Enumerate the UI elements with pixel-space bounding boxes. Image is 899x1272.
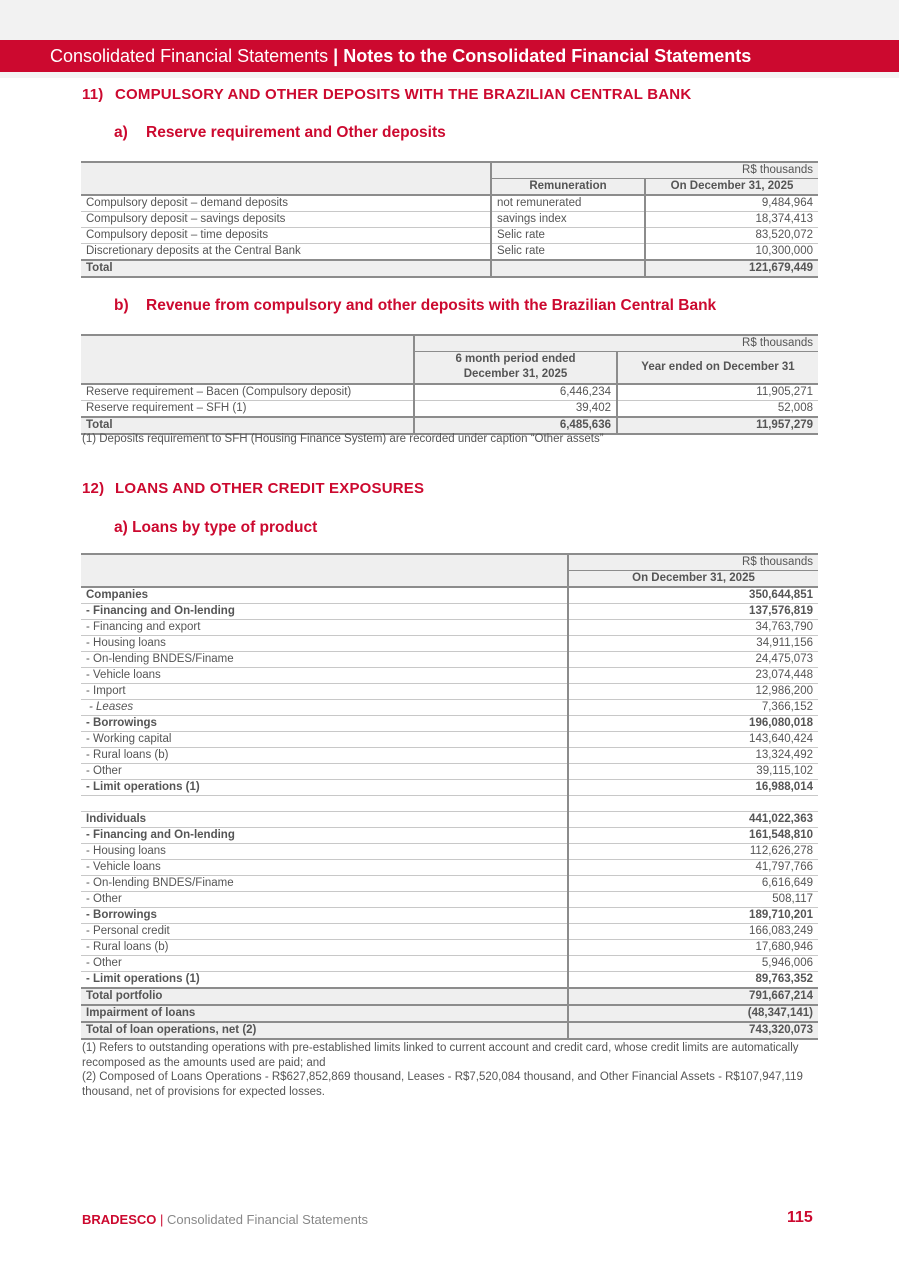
table-row bbox=[81, 844, 818, 860]
row-amount: 18,374,413 bbox=[645, 212, 818, 228]
row-label: - Financing and export bbox=[81, 620, 568, 636]
total-six-month: 6,485,636 bbox=[414, 417, 617, 434]
col-year: Year ended on December 31 bbox=[617, 352, 818, 384]
row-value: 16,988,014 bbox=[568, 780, 818, 796]
note-11-title: COMPULSORY AND OTHER DEPOSITS WITH THE BRAZILIAN CENTRAL BANK bbox=[115, 86, 692, 103]
col-remuneration: Remuneration bbox=[491, 179, 645, 196]
note-11b-footnote: (1) Deposits requirement to SFH (Housing Finance System) are recorded under caption “Other assets” bbox=[82, 433, 604, 445]
table-row bbox=[81, 956, 818, 972]
unit-label: R$ thousands bbox=[568, 554, 818, 571]
revenue-compulsory-table bbox=[81, 334, 818, 435]
footer bbox=[82, 1212, 368, 1227]
spacer-row bbox=[81, 796, 818, 812]
table-row bbox=[81, 812, 818, 828]
table-row bbox=[81, 780, 818, 796]
row-label: - Borrowings bbox=[81, 716, 568, 732]
table-row bbox=[81, 652, 818, 668]
row-value: 7,366,152 bbox=[568, 700, 818, 716]
row-value: 12,986,200 bbox=[568, 684, 818, 700]
table-row bbox=[81, 228, 818, 244]
total-blank bbox=[491, 260, 645, 277]
row-value: 6,616,649 bbox=[568, 876, 818, 892]
table-row bbox=[81, 604, 818, 620]
reserve-requirement-table bbox=[81, 161, 818, 278]
header-blank-cell bbox=[81, 554, 568, 587]
row-label: - On-lending BNDES/Finame bbox=[81, 876, 568, 892]
row-value: 112,626,278 bbox=[568, 844, 818, 860]
row-value: 441,022,363 bbox=[568, 812, 818, 828]
row-value: 17,680,946 bbox=[568, 940, 818, 956]
table-row bbox=[81, 748, 818, 764]
row-label: - Rural loans (b) bbox=[81, 940, 568, 956]
row-label: - Vehicle loans bbox=[81, 668, 568, 684]
note-12a-heading: a) Loans by type of product bbox=[114, 519, 318, 536]
table-row bbox=[81, 972, 818, 989]
total-row bbox=[81, 417, 818, 434]
row-label: - Housing loans bbox=[81, 636, 568, 652]
table-row bbox=[81, 212, 818, 228]
row-value: 5,946,006 bbox=[568, 956, 818, 972]
row-label: Compulsory deposit – demand deposits bbox=[81, 195, 491, 212]
row-label: Total of loan operations, net (2) bbox=[81, 1022, 568, 1039]
individuals-rows bbox=[81, 812, 818, 989]
footer-separator: | bbox=[160, 1212, 164, 1227]
row-value: 166,083,249 bbox=[568, 924, 818, 940]
header-subsection: Notes to the Consolidated Financial Statements bbox=[343, 46, 752, 66]
table-header-row bbox=[81, 335, 818, 352]
row-value: 13,324,492 bbox=[568, 748, 818, 764]
header-divider bbox=[0, 72, 899, 78]
row-value: 39,115,102 bbox=[568, 764, 818, 780]
table-row bbox=[81, 940, 818, 956]
table-header-row bbox=[81, 554, 818, 571]
total-amount: 121,679,449 bbox=[645, 260, 818, 277]
row-label: - Other bbox=[81, 956, 568, 972]
row-value: 34,763,790 bbox=[568, 620, 818, 636]
row-six-month: 6,446,234 bbox=[414, 384, 617, 401]
col-amount: On December 31, 2025 bbox=[645, 179, 818, 196]
row-value: 350,644,851 bbox=[568, 587, 818, 604]
note-12a-footnote-1: (1) Refers to outstanding operations with pre-established limits linked to current account and credit card, whose credit limits are automatically recomposed as the amounts used are paid; and bbox=[82, 1042, 799, 1069]
table-row bbox=[81, 924, 818, 940]
note-11a-label: a) bbox=[114, 124, 128, 141]
total-row bbox=[81, 1005, 818, 1022]
row-label: Total portfolio bbox=[81, 988, 568, 1005]
note-11a-heading bbox=[114, 124, 446, 142]
row-label: - Other bbox=[81, 892, 568, 908]
row-value: 508,117 bbox=[568, 892, 818, 908]
table-row bbox=[81, 876, 818, 892]
note-11-heading bbox=[82, 86, 691, 103]
companies-rows bbox=[81, 587, 818, 796]
total-year: 11,957,279 bbox=[617, 417, 818, 434]
table-row bbox=[81, 587, 818, 604]
table-row bbox=[81, 684, 818, 700]
note-12-number: 12) bbox=[82, 480, 105, 497]
note-11b-title: Revenue from compulsory and other deposits with the Brazilian Central Bank bbox=[146, 297, 717, 314]
spacer-cell bbox=[568, 796, 818, 812]
unit-label: R$ thousands bbox=[491, 162, 818, 179]
table-row bbox=[81, 700, 818, 716]
row-label: - Working capital bbox=[81, 732, 568, 748]
row-value: 41,797,766 bbox=[568, 860, 818, 876]
table-row bbox=[81, 384, 818, 401]
row-label: - Financing and On-lending bbox=[81, 828, 568, 844]
spacer-cell bbox=[81, 796, 568, 812]
table-row bbox=[81, 620, 818, 636]
table-row bbox=[81, 400, 818, 417]
header-blank-cell bbox=[81, 335, 414, 384]
loans-by-product-table bbox=[81, 553, 818, 1040]
row-amount: 10,300,000 bbox=[645, 244, 818, 261]
row-value: 24,475,073 bbox=[568, 652, 818, 668]
unit-label: R$ thousands bbox=[414, 335, 818, 352]
row-value: 137,576,819 bbox=[568, 604, 818, 620]
total-row bbox=[81, 988, 818, 1005]
row-label: Reserve requirement – Bacen (Compulsory deposit) bbox=[81, 384, 414, 401]
top-margin bbox=[0, 0, 899, 40]
total-row bbox=[81, 1022, 818, 1039]
row-value: 89,763,352 bbox=[568, 972, 818, 989]
table-row bbox=[81, 668, 818, 684]
total-row bbox=[81, 260, 818, 277]
table-header-row bbox=[81, 162, 818, 179]
row-amount: 83,520,072 bbox=[645, 228, 818, 244]
row-six-month: 39,402 bbox=[414, 400, 617, 417]
table-row bbox=[81, 195, 818, 212]
header-blank-cell bbox=[81, 162, 491, 195]
row-label: - On-lending BNDES/Finame bbox=[81, 652, 568, 668]
table-row bbox=[81, 636, 818, 652]
row-year: 52,008 bbox=[617, 400, 818, 417]
row-label: - Borrowings bbox=[81, 908, 568, 924]
row-value: 791,667,214 bbox=[568, 988, 818, 1005]
col-amount: On December 31, 2025 bbox=[568, 571, 818, 588]
col-six-month-line1: 6 month period ended bbox=[455, 353, 576, 366]
header-separator: | bbox=[333, 46, 339, 66]
row-remuneration: savings index bbox=[491, 212, 645, 228]
table-row bbox=[81, 716, 818, 732]
row-label: - Financing and On-lending bbox=[81, 604, 568, 620]
table-row bbox=[81, 764, 818, 780]
table-row bbox=[81, 828, 818, 844]
note-11a-title: Reserve requirement and Other deposits bbox=[146, 124, 446, 141]
row-value: 161,548,810 bbox=[568, 828, 818, 844]
total-label: Total bbox=[81, 417, 414, 434]
row-label: - Rural loans (b) bbox=[81, 748, 568, 764]
note-11b-label: b) bbox=[114, 297, 129, 314]
note-12a-footnote-2: (2) Composed of Loans Operations - R$627,852,869 thousand, Leases - R$7,520,084 thousand, and Other Financial Assets - R$107,947,119 thousand, net of provisions for expected losses. bbox=[82, 1071, 803, 1098]
note-12-heading bbox=[82, 480, 424, 497]
table-row bbox=[81, 892, 818, 908]
row-amount: 9,484,964 bbox=[645, 195, 818, 212]
row-value: 143,640,424 bbox=[568, 732, 818, 748]
row-label: - Vehicle loans bbox=[81, 860, 568, 876]
footer-brand: BRADESCO bbox=[82, 1212, 157, 1227]
row-label: Discretionary deposits at the Central Bank bbox=[81, 244, 491, 261]
row-label: Compulsory deposit – time deposits bbox=[81, 228, 491, 244]
row-value: 743,320,073 bbox=[568, 1022, 818, 1039]
table-row bbox=[81, 244, 818, 261]
table-row bbox=[81, 908, 818, 924]
header-section: Consolidated Financial Statements bbox=[50, 46, 329, 66]
row-remuneration: not remunerated bbox=[491, 195, 645, 212]
row-value: 23,074,448 bbox=[568, 668, 818, 684]
note-12-title: LOANS AND OTHER CREDIT EXPOSURES bbox=[115, 480, 425, 497]
note-11b-heading bbox=[114, 297, 716, 315]
col-six-month-line2: December 31, 2025 bbox=[463, 368, 568, 381]
row-label: - Leases bbox=[81, 700, 568, 716]
table-row bbox=[81, 732, 818, 748]
row-label: - Import bbox=[81, 684, 568, 700]
row-value: (48,347,141) bbox=[568, 1005, 818, 1022]
row-label: Impairment of loans bbox=[81, 1005, 568, 1022]
table-row bbox=[81, 860, 818, 876]
row-year: 11,905,271 bbox=[617, 384, 818, 401]
row-label: Companies bbox=[81, 587, 568, 604]
page-header-banner bbox=[0, 40, 899, 72]
row-label: Compulsory deposit – savings deposits bbox=[81, 212, 491, 228]
row-label: - Limit operations (1) bbox=[81, 972, 568, 989]
row-value: 34,911,156 bbox=[568, 636, 818, 652]
row-remuneration: Selic rate bbox=[491, 244, 645, 261]
row-remuneration: Selic rate bbox=[491, 228, 645, 244]
footer-doc-title: Consolidated Financial Statements bbox=[167, 1212, 368, 1227]
total-label: Total bbox=[81, 260, 491, 277]
row-label: - Personal credit bbox=[81, 924, 568, 940]
page-number: 115 bbox=[787, 1209, 813, 1226]
note-11-number: 11) bbox=[82, 86, 104, 103]
col-six-month bbox=[414, 352, 617, 384]
totals-rows bbox=[81, 988, 818, 1039]
row-value: 196,080,018 bbox=[568, 716, 818, 732]
row-label: - Housing loans bbox=[81, 844, 568, 860]
row-value: 189,710,201 bbox=[568, 908, 818, 924]
row-label: Individuals bbox=[81, 812, 568, 828]
row-label: - Limit operations (1) bbox=[81, 780, 568, 796]
row-label: - Other bbox=[81, 764, 568, 780]
row-label: Reserve requirement – SFH (1) bbox=[81, 400, 414, 417]
